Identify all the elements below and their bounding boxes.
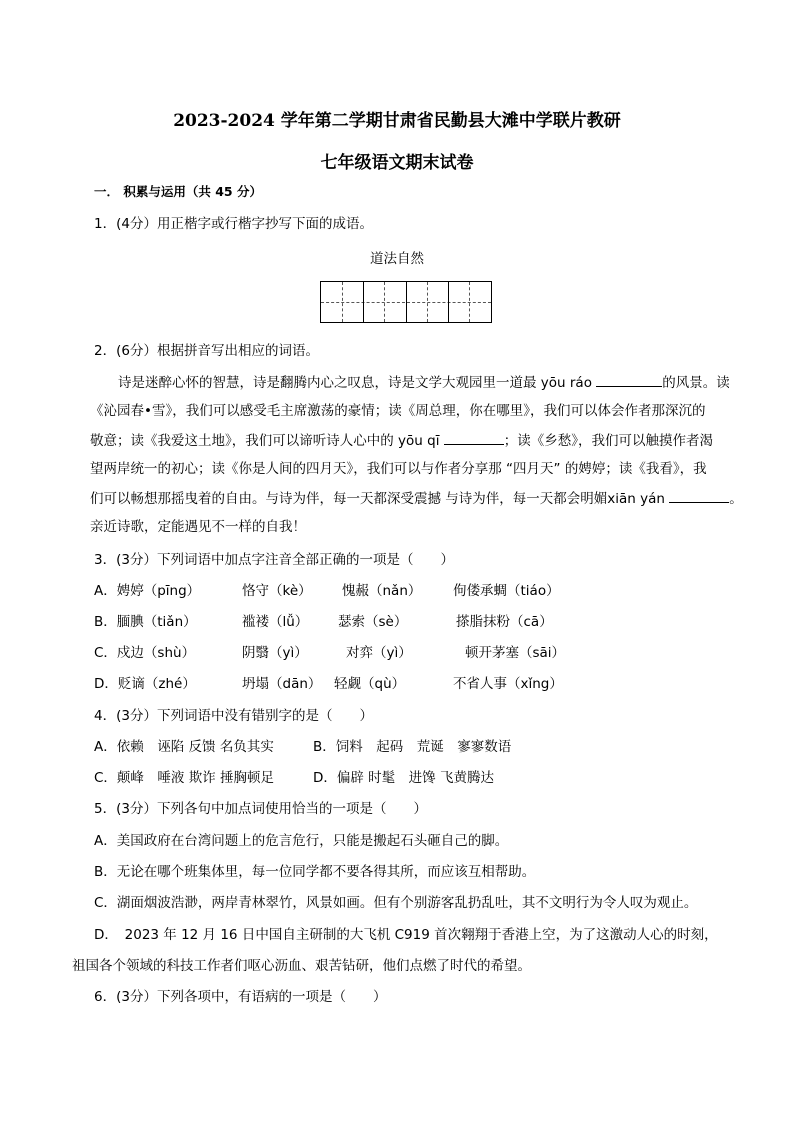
q3-option-b-3: 瑟索（sè） — [338, 614, 408, 630]
exam-subtitle: 七年级语文期末试卷 — [320, 153, 474, 173]
q1-stem: 1．(4分）用正楷字或行楷字抄写下面的成语。 — [94, 216, 373, 232]
q2-line-2: 《沁园春•雪》，我们可以感受毛主席激荡的豪情；读《周总理，你在哪里》，我们可以体会作者那深沉的 — [90, 403, 706, 419]
q3-option-b-1[interactable]: B．腼腆（tiǎn） — [94, 614, 197, 630]
q3-option-a-1[interactable]: A．娉婷（pīng） — [94, 583, 201, 599]
q4-option-c[interactable]: C．颠峰 唾液 欺诈 捶胸顿足 — [94, 770, 275, 786]
q2-line-1 — [118, 372, 730, 393]
q2-line-5 — [90, 488, 743, 509]
q3-option-b-4: 搽脂抹粉（cā） — [456, 614, 553, 630]
copy-grid[interactable] — [320, 281, 492, 323]
answer-blank-1[interactable] — [596, 372, 662, 387]
q3-option-c-3: 对弈（yì） — [346, 645, 412, 661]
q5-option-a[interactable]: A．美国政府在台湾问题上的危言危行，只能是搬起石头砸自己的脚。 — [94, 833, 509, 849]
q4-option-a[interactable]: A．依赖 诬陷 反馈 名负其实 — [94, 739, 274, 755]
q2-stem: 2．(6分）根据拼音写出相应的词语。 — [94, 343, 319, 359]
q1-phrase: 道法自然 — [370, 251, 424, 267]
q3-option-c-1[interactable]: C．戍边（shù） — [94, 645, 196, 661]
q2-line-3 — [90, 430, 713, 451]
q5-option-d[interactable]: D． 2023 年 12 月 16 日中国自主研制的大飞机 C919 首次翱翔于香港上空，为了这激动人心的时刻， — [94, 927, 718, 943]
q2-text-3a: 敬意；读《我爱这土地》，我们可以谛听诗人心中的 yōu qī — [90, 433, 440, 449]
q3-option-a-2: 恪守（kè） — [242, 583, 312, 599]
q2-text-1a: 诗是迷醉心怀的智慧，诗是翻腾内心之叹息，诗是文学大观园里一道最 yōu ráo — [118, 375, 592, 391]
q4-option-d[interactable]: D．偏辟 时髦 进馋 飞黄腾达 — [313, 770, 494, 786]
q3-stem: 3．(3分）下列词语中加点字注音全部正确的一项是（ ） — [94, 552, 454, 568]
q3-option-b-2: 褴褛（lǚ） — [242, 614, 309, 630]
q3-option-a-3: 愧赧（nǎn） — [342, 583, 422, 599]
q2-text-5b: 。 — [729, 491, 743, 507]
answer-blank-3[interactable] — [669, 488, 729, 503]
q5-option-c[interactable]: C．湖面烟波浩渺，两岸青林翠竹，风景如画。但有个别游客乱扔乱吐，其不文明行为令人叹为观止。 — [94, 895, 698, 911]
q5-stem: 5．(3分）下列各句中加点词使用恰当的一项是（ ） — [94, 801, 427, 817]
q2-text-3b: ；读《乡愁》，我们可以触摸作者渴 — [503, 433, 714, 449]
q4-stem: 4．(3分）下列词语中没有错别字的是（ ） — [94, 708, 373, 724]
q2-text-5a: 们可以畅想那摇曳着的自由。与诗为伴，每一天都深受震撼 与诗为伴，每一天都会明媚xiān yán — [90, 491, 665, 507]
q3-option-d-4: 不省人事（xǐng） — [453, 676, 563, 692]
section-heading: 一． 积累与运用（共 45 分） — [94, 184, 262, 199]
q3-option-c-4: 顿开茅塞（sāi） — [465, 645, 566, 661]
q4-option-b[interactable]: B．饲料 起码 荒诞 寥寥数语 — [313, 739, 512, 755]
q2-line-6: 亲近诗歌，定能遇见不一样的自我！ — [90, 519, 306, 535]
answer-blank-2[interactable] — [444, 430, 504, 445]
q3-option-d-1[interactable]: D．贬谪（zhé） — [94, 676, 196, 692]
q3-option-a-4: 佝偻承蜩（tiáo） — [453, 583, 560, 599]
q3-option-c-2: 阴翳（yì） — [242, 645, 308, 661]
q3-option-d-3: 轻觑（qù） — [334, 676, 406, 692]
q2-text-1b: 的风景。读 — [662, 375, 730, 391]
q2-line-4: 望两岸统一的初心；读《你是人间的四月天》，我们可以与作者分享那 “四月天” 的娉婷；读《我看》，我 — [90, 461, 707, 477]
q6-stem: 6．(3分）下列各项中，有语病的一项是（ ） — [94, 989, 387, 1005]
q5-option-d-cont: 祖国各个领域的科技工作者们呕心沥血、艰苦钻研，他们点燃了时代的希望。 — [72, 958, 531, 974]
q3-option-d-2: 坍塌（dān） — [242, 676, 322, 692]
exam-title: 2023-2024 学年第二学期甘肃省民勤县大滩中学联片教研 — [173, 111, 621, 131]
q5-option-b[interactable]: B．无论在哪个班集体里，每一位同学都不要各得其所，而应该互相帮助。 — [94, 864, 536, 880]
